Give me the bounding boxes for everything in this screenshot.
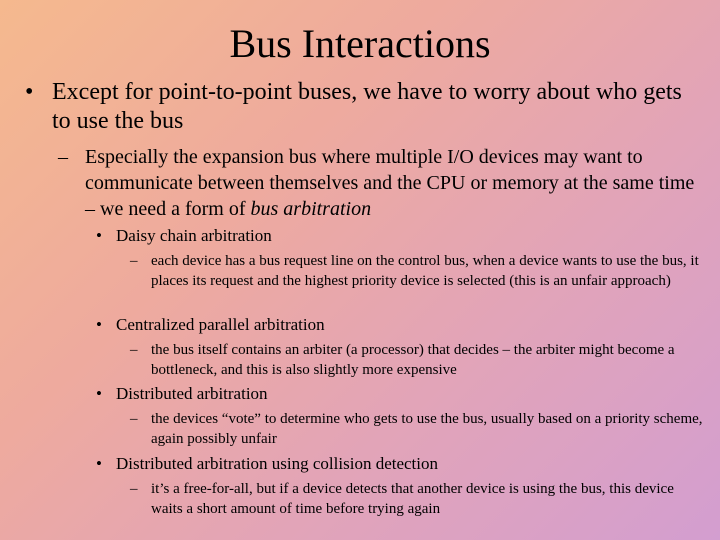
bullet-icon: • (96, 226, 102, 245)
list-item-daisy-chain (96, 226, 706, 246)
detail-text: it’s a free-for-all, but if a device detects that another device is using the bus, this device waits a short amount of time before trying again (151, 481, 674, 517)
bullet-icon: • (25, 79, 34, 105)
list-item-detail (130, 340, 706, 380)
list-item-label: Distributed arbitration using collision detection (116, 454, 438, 473)
list-item-detail (130, 479, 706, 519)
list-item-collision-detection (96, 454, 706, 474)
bullet-icon: • (96, 315, 102, 334)
bullet-icon: • (96, 384, 102, 403)
dash-icon: – (130, 342, 138, 358)
detail-text: the bus itself contains an arbiter (a processor) that decides – the arbiter might become a bottleneck, and this is also slightly more expensive (151, 342, 675, 378)
emphasis-text: bus arbitration (250, 198, 372, 220)
dash-icon: – (58, 146, 68, 168)
list-item-label: Centralized parallel arbitration (116, 315, 325, 334)
bullet-point (25, 78, 702, 136)
dash-icon: – (130, 411, 138, 427)
detail-text: the devices “vote” to determine who gets to use the bus, usually based on a priority scheme, again possibly unfair (151, 411, 703, 447)
list-item-detail (130, 409, 706, 449)
slide-title: Bus Interactions (229, 21, 491, 66)
sub-bullet-text: Especially the expansion bus where multiple I/O devices may want to communicate between themselves and the CPU or memory at the same time – we need a form of (85, 146, 695, 220)
list-item-label: Daisy chain arbitration (116, 226, 272, 245)
sub-bullet-point (58, 144, 705, 222)
dash-icon: – (130, 481, 138, 497)
list-item-detail (130, 251, 706, 291)
list-item-label: Distributed arbitration (116, 384, 268, 403)
bullet-icon: • (96, 454, 102, 473)
detail-text: each device has a bus request line on the control bus, when a device wants to use the bus, it places its request and the highest priority device is selected (this is an unfair approach) (151, 253, 699, 289)
list-item-distributed (96, 384, 706, 404)
dash-icon: – (130, 253, 138, 269)
list-item-centralized (96, 315, 706, 335)
bullet-text: Except for point-to-point buses, we have to worry about who gets to use the bus (52, 79, 682, 134)
